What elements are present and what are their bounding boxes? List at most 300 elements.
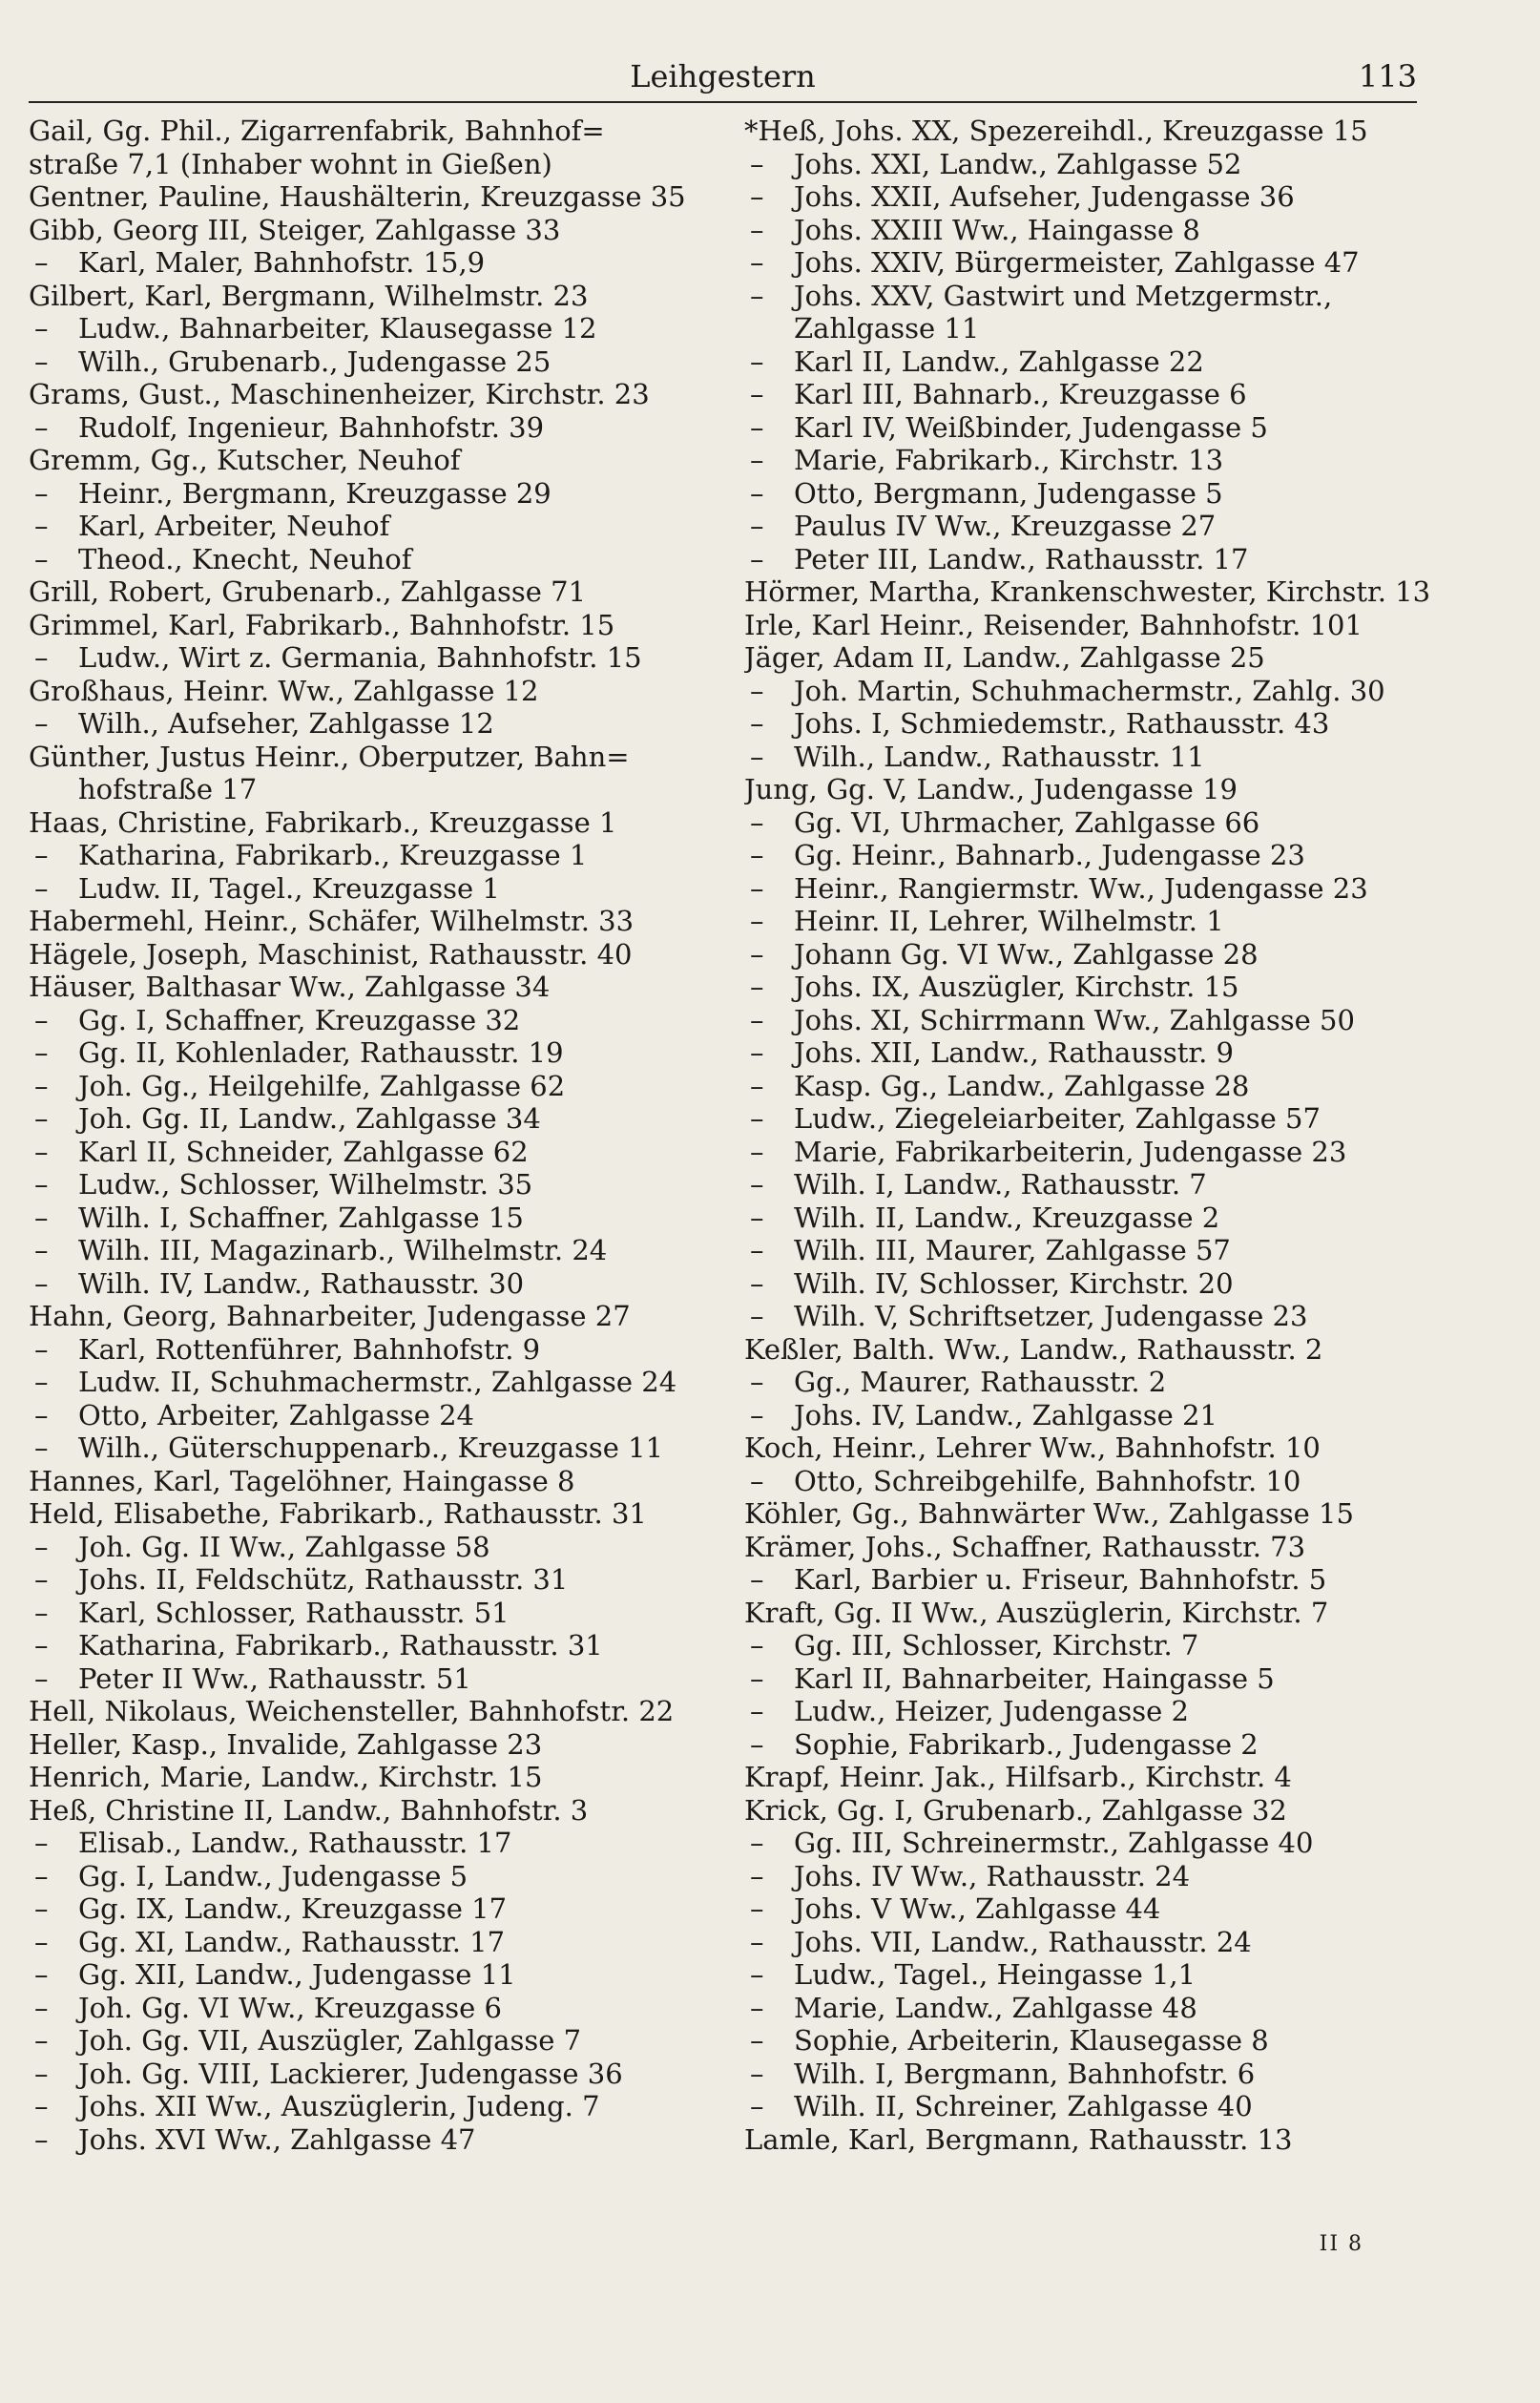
directory-subentry	[29, 1827, 754, 1860]
directory-subentry	[744, 1926, 1431, 1959]
ditto-dash	[29, 1827, 78, 1860]
directory-entry	[744, 575, 1431, 609]
directory-subentry	[744, 872, 1431, 906]
entry-text: Heller, Kasp., Invalide, Zahlgasse 23	[29, 1727, 543, 1761]
directory-subentry	[29, 1168, 754, 1202]
directory-entry	[744, 1531, 1431, 1564]
ditto-dash	[744, 1070, 794, 1103]
entry-text: Ludw., Wirt z. Germania, Bahnhofstr. 15	[78, 641, 642, 674]
ditto-dash	[29, 312, 78, 345]
entry-text: Joh. Gg. VII, Auszügler, Zahlgasse 7	[78, 2024, 582, 2057]
directory-entry	[29, 378, 754, 411]
entry-text: *Heß, Johs. XX, Spezereihdl., Kreuzgasse 15	[744, 115, 1368, 147]
ditto-dash	[744, 1827, 794, 1860]
entry-text: Gg. II, Kohlenlader, Rathausstr. 19	[78, 1036, 564, 1069]
directory-entry	[744, 1431, 1431, 1465]
directory-entry	[29, 609, 754, 642]
directory-subentry	[744, 246, 1431, 280]
ditto-dash	[744, 510, 794, 543]
directory-entry	[29, 214, 754, 247]
directory-entry	[29, 1465, 754, 1498]
entry-text: Zahlgasse 11	[794, 312, 980, 345]
directory-subentry	[744, 1070, 1431, 1103]
ditto-dash	[744, 1366, 794, 1399]
directory-subentry	[744, 905, 1431, 938]
ditto-dash	[29, 1102, 78, 1136]
entry-text: Joh. Gg. VI Ww., Kreuzgasse 6	[78, 1991, 502, 2024]
directory-entry	[29, 938, 754, 972]
entry-text: Gg. III, Schlosser, Kirchstr. 7	[794, 1629, 1199, 1661]
directory-subentry	[744, 214, 1431, 247]
signature-mark: II 8	[1319, 2232, 1363, 2256]
entry-text: Joh. Gg. II, Landw., Zahlgasse 34	[78, 1102, 541, 1135]
directory-entry	[29, 1728, 754, 1762]
entry-text: Peter III, Landw., Rathausstr. 17	[794, 542, 1249, 575]
header-rule	[29, 101, 1417, 103]
directory-subentry	[744, 806, 1431, 840]
directory-subentry	[744, 1366, 1431, 1399]
directory-subentry	[29, 1597, 754, 1630]
ditto-dash	[744, 1102, 794, 1136]
directory-entry	[29, 180, 754, 214]
directory-subentry	[744, 543, 1431, 576]
directory-subentry	[744, 1300, 1431, 1333]
directory-subentry	[744, 1827, 1431, 1860]
ditto-dash	[744, 280, 794, 313]
entry-text: Wilh. V, Schriftsetzer, Judengasse 23	[794, 1300, 1308, 1332]
directory-subentry	[744, 1465, 1431, 1498]
entry-text: Karl II, Bahnarbeiter, Haingasse 5	[794, 1661, 1275, 1695]
page-number: 113	[1358, 58, 1417, 94]
ditto-dash	[744, 938, 794, 972]
ditto-dash	[744, 2090, 794, 2123]
entry-text: Wilh. I, Bergmann, Bahnhofstr. 6	[794, 2057, 1256, 2090]
directory-entry	[29, 1300, 754, 1333]
ditto-dash	[29, 872, 78, 906]
entry-text: Heinr., Rangiermstr. Ww., Judengasse 23	[794, 871, 1368, 905]
directory-subentry	[29, 707, 754, 741]
ditto-dash	[744, 246, 794, 280]
entry-text: Johs. VII, Landw., Rathausstr. 24	[794, 1925, 1252, 1958]
page-title: Leihgestern	[630, 58, 816, 94]
ditto-dash	[29, 1597, 78, 1630]
ditto-dash	[744, 148, 794, 181]
directory-subentry	[29, 1234, 754, 1267]
entry-text: Gg. XII, Landw., Judengasse 11	[78, 1958, 516, 1991]
directory-subentry	[744, 411, 1431, 445]
directory-subentry	[29, 345, 754, 379]
directory-subentry	[744, 1234, 1431, 1267]
directory-subentry	[744, 378, 1431, 411]
entry-text: Hannes, Karl, Tagelöhner, Haingasse 8	[29, 1464, 575, 1497]
directory-subentry	[744, 1036, 1431, 1070]
ditto-dash	[29, 1860, 78, 1893]
ditto-dash	[29, 1399, 78, 1432]
directory-subentry	[744, 312, 1431, 345]
ditto-dash	[744, 1892, 794, 1926]
entry-text: Wilh. III, Maurer, Zahlgasse 57	[794, 1234, 1231, 1266]
directory-subentry	[744, 1004, 1431, 1037]
directory-subentry	[29, 872, 754, 906]
entry-text: Henrich, Marie, Landw., Kirchstr. 15	[29, 1761, 543, 1793]
directory-subentry	[744, 1958, 1431, 1992]
entry-text: Ludw. II, Schuhmachermstr., Zahlgasse 24	[78, 1366, 677, 1398]
directory-subentry	[744, 1892, 1431, 1926]
ditto-dash	[29, 1958, 78, 1992]
ditto-dash	[744, 839, 794, 872]
entry-text: Häuser, Balthasar Ww., Zahlgasse 34	[29, 971, 551, 1003]
entry-text: Jung, Gg. V, Landw., Judengasse 19	[744, 773, 1238, 805]
ditto-dash	[29, 1036, 78, 1070]
ditto-dash	[744, 543, 794, 576]
entry-text: Wilh. I, Schaffner, Zahlgasse 15	[78, 1201, 524, 1234]
ditto-dash	[29, 246, 78, 280]
directory-subentry	[29, 312, 754, 345]
entry-text: Sophie, Arbeiterin, Klausegasse 8	[794, 2024, 1269, 2057]
entry-text: Theod., Knecht, Neuhof	[78, 542, 412, 575]
directory-subentry	[744, 938, 1431, 972]
directory-entry	[744, 115, 1431, 148]
ditto-dash	[29, 641, 78, 675]
directory-entry	[29, 741, 754, 774]
directory-subentry	[29, 1992, 754, 2025]
entry-text: Johs. XXV, Gastwirt und Metzgermstr.,	[794, 279, 1333, 312]
directory-subentry	[744, 1202, 1431, 1235]
directory-subentry	[744, 675, 1431, 708]
ditto-dash	[744, 1992, 794, 2025]
ditto-dash	[744, 1300, 794, 1333]
ditto-dash	[744, 1728, 794, 1762]
entry-text: Karl, Rottenführer, Bahnhofstr. 9	[78, 1332, 541, 1366]
ditto-dash	[744, 180, 794, 214]
ditto-dash	[29, 1267, 78, 1301]
ditto-dash	[29, 1892, 78, 1926]
left-column	[29, 115, 754, 2156]
directory-subentry	[29, 543, 754, 576]
directory-subentry	[29, 1004, 754, 1037]
ditto-dash	[29, 543, 78, 576]
directory-subentry	[29, 1399, 754, 1432]
directory-entry	[29, 1695, 754, 1728]
ditto-dash	[744, 2058, 794, 2091]
entry-text: Elisab., Landw., Rathausstr. 17	[78, 1827, 512, 1859]
entry-text: Joh. Gg. VIII, Lackierer, Judengasse 36	[78, 2057, 623, 2090]
ditto-dash	[29, 477, 78, 511]
entry-text: Held, Elisabethe, Fabrikarb., Rathausstr. 31	[29, 1497, 647, 1530]
directory-entry	[29, 1794, 754, 1828]
entry-text: Johs. XXI, Landw., Zahlgasse 52	[794, 147, 1242, 180]
ditto-dash	[29, 1234, 78, 1267]
entry-text: Wilh., Güterschuppenarb., Kreuzgasse 11	[78, 1431, 664, 1464]
entry-text: Krämer, Johs., Schaffner, Rathausstr. 73	[744, 1530, 1306, 1563]
ditto-dash	[29, 411, 78, 445]
ditto-dash	[29, 1531, 78, 1564]
entry-text: Gibb, Georg III, Steiger, Zahlgasse 33	[29, 213, 561, 246]
entry-text: Gremm, Gg., Kutscher, Neuhof	[29, 444, 461, 476]
entry-text: Wilh. II, Landw., Kreuzgasse 2	[794, 1201, 1220, 1234]
ditto-dash	[744, 1926, 794, 1959]
directory-subentry	[29, 1136, 754, 1169]
directory-subentry	[744, 707, 1431, 741]
directory-entry	[29, 575, 754, 609]
entry-text: Haas, Christine, Fabrikarb., Kreuzgasse 1	[29, 805, 617, 839]
directory-subentry	[29, 477, 754, 511]
ditto-dash	[744, 1860, 794, 1893]
ditto-dash	[744, 1629, 794, 1662]
entry-text: Gilbert, Karl, Bergmann, Wilhelmstr. 23	[29, 279, 589, 312]
entry-text: Habermehl, Heinr., Schäfer, Wilhelmstr. 33	[29, 905, 635, 937]
entry-text: Hahn, Georg, Bahnarbeiter, Judengasse 27	[29, 1300, 631, 1332]
directory-subentry	[29, 1267, 754, 1301]
directory-subentry	[29, 1431, 754, 1465]
directory-subentry	[744, 280, 1431, 313]
directory-entry	[744, 609, 1431, 642]
entry-text: Gg. Heinr., Bahnarb., Judengasse 23	[794, 839, 1305, 871]
ditto-dash	[29, 345, 78, 379]
entry-text: Krapf, Heinr. Jak., Hilfsarb., Kirchstr. 4	[744, 1761, 1292, 1793]
ditto-dash	[29, 1662, 78, 1696]
ditto-dash	[29, 1168, 78, 1202]
ditto-dash	[29, 1136, 78, 1169]
entry-text: Grimmel, Karl, Fabrikarb., Bahnhofstr. 15	[29, 608, 615, 641]
entry-text: Joh. Gg., Heilgehilfe, Zahlgasse 62	[78, 1069, 566, 1102]
ditto-dash	[744, 707, 794, 741]
entry-text: Johann Gg. VI Ww., Zahlgasse 28	[794, 937, 1259, 971]
ditto-dash	[29, 707, 78, 741]
ditto-dash	[744, 1563, 794, 1597]
entry-text: Jäger, Adam II, Landw., Zahlgasse 25	[744, 641, 1265, 674]
entry-text: Johs. IV, Landw., Zahlgasse 21	[794, 1398, 1217, 1431]
entry-text: Grams, Gust., Maschinenheizer, Kirchstr. 23	[29, 378, 650, 410]
directory-subentry	[29, 2024, 754, 2058]
directory-entry	[744, 641, 1431, 675]
directory-entry	[29, 971, 754, 1004]
directory-entry	[744, 2123, 1431, 2157]
entry-text: Joh. Martin, Schuhmachermstr., Zahlg. 30	[794, 674, 1385, 707]
entry-text: Johs. XII, Landw., Rathausstr. 9	[794, 1036, 1234, 1069]
ditto-dash	[744, 1465, 794, 1498]
directory-subentry	[744, 2058, 1431, 2091]
entry-text: Karl, Maler, Bahnhofstr. 15,9	[78, 246, 486, 279]
ditto-dash	[29, 1992, 78, 2025]
entry-text: Johs. IX, Auszügler, Kirchstr. 15	[794, 971, 1239, 1003]
directory-subentry	[744, 1102, 1431, 1136]
ditto-dash	[744, 1399, 794, 1432]
entry-text: Johs. XXII, Aufseher, Judengasse 36	[794, 180, 1295, 213]
ditto-dash	[744, 675, 794, 708]
ditto-dash	[29, 1070, 78, 1103]
directory-subentry	[744, 1563, 1431, 1597]
entry-text: Katharina, Fabrikarb., Kreuzgasse 1	[78, 839, 588, 871]
directory-entry	[744, 1794, 1431, 1828]
directory-subentry	[29, 1036, 754, 1070]
directory-entry	[29, 444, 754, 477]
entry-text: Gail, Gg. Phil., Zigarrenfabrik, Bahnhof=	[29, 115, 605, 147]
directory-subentry	[29, 2123, 754, 2157]
entry-text: Karl, Barbier u. Friseur, Bahnhofstr. 5	[794, 1563, 1327, 1596]
entry-text: Marie, Fabrikarb., Kirchstr. 13	[794, 444, 1224, 476]
ditto-dash	[744, 905, 794, 938]
ditto-dash	[744, 806, 794, 840]
entry-text: Ludw., Tagel., Heingasse 1,1	[794, 1958, 1197, 1991]
directory-subentry	[29, 1629, 754, 1662]
entry-text: Wilh. II, Schreiner, Zahlgasse 40	[794, 2090, 1253, 2122]
directory-subentry	[744, 1860, 1431, 1893]
entry-text: Johs. XVI Ww., Zahlgasse 47	[78, 2122, 476, 2156]
entry-text: Karl, Schlosser, Rathausstr. 51	[78, 1596, 510, 1629]
directory-subentry	[744, 2024, 1431, 2058]
ditto-dash	[744, 1662, 794, 1696]
directory-subentry	[744, 1629, 1431, 1662]
directory-subentry	[744, 971, 1431, 1004]
directory-subentry	[744, 1136, 1431, 1169]
entry-text: Ludw. II, Tagel., Kreuzgasse 1	[78, 871, 500, 905]
entry-text: Karl III, Bahnarb., Kreuzgasse 6	[794, 378, 1247, 410]
ditto-dash	[744, 1695, 794, 1728]
entry-text: Gg. IX, Landw., Kreuzgasse 17	[78, 1892, 508, 1925]
entry-text: Keßler, Balth. Ww., Landw., Rathausstr. 2	[744, 1332, 1323, 1366]
entry-text: Joh. Gg. II Ww., Zahlgasse 58	[78, 1530, 490, 1563]
directory-entry	[29, 1497, 754, 1531]
directory-subentry	[744, 741, 1431, 774]
directory-entry	[29, 148, 754, 181]
directory-subentry	[744, 477, 1431, 511]
entry-text: Irle, Karl Heinr., Reisender, Bahnhofstr. 101	[744, 608, 1363, 641]
directory-subentry	[29, 839, 754, 872]
ditto-dash	[744, 971, 794, 1004]
entry-text: Johs. II, Feldschütz, Rathausstr. 31	[78, 1563, 569, 1596]
entry-text: Gg. VI, Uhrmacher, Zahlgasse 66	[794, 805, 1260, 839]
entry-text: Johs. IV Ww., Rathausstr. 24	[794, 1859, 1191, 1892]
entry-text: Wilh., Aufseher, Zahlgasse 12	[78, 707, 494, 740]
ditto-dash	[744, 1202, 794, 1235]
ditto-dash	[29, 2024, 78, 2058]
entry-text: Sophie, Fabrikarb., Judengasse 2	[794, 1727, 1259, 1761]
entry-text: Ludw., Bahnarbeiter, Klausegasse 12	[78, 312, 597, 345]
directory-entry	[29, 1761, 754, 1794]
ditto-dash	[29, 1629, 78, 1662]
ditto-dash	[744, 345, 794, 379]
ditto-dash	[29, 1431, 78, 1465]
entry-text: Hell, Nikolaus, Weichensteller, Bahnhofstr. 22	[29, 1695, 675, 1727]
entry-text: Kasp. Gg., Landw., Zahlgasse 28	[794, 1069, 1250, 1102]
entry-text: Marie, Landw., Zahlgasse 48	[794, 1991, 1197, 2024]
directory-entry	[744, 773, 1431, 806]
ditto-dash	[744, 1958, 794, 1992]
directory-subentry	[29, 2058, 754, 2091]
entry-text: Heinr. II, Lehrer, Wilhelmstr. 1	[794, 905, 1224, 937]
directory-subentry	[29, 1926, 754, 1959]
entry-text: Gg. XI, Landw., Rathausstr. 17	[78, 1925, 506, 1958]
entry-text: Großhaus, Heinr. Ww., Zahlgasse 12	[29, 674, 539, 707]
entry-text: Wilh. I, Landw., Rathausstr. 7	[794, 1168, 1207, 1201]
directory-subentry	[744, 1662, 1431, 1696]
directory-subentry	[744, 1267, 1431, 1301]
ditto-dash	[29, 1563, 78, 1597]
entry-text: Ludw., Ziegeleiarbeiter, Zahlgasse 57	[794, 1102, 1321, 1135]
directory-subentry	[744, 1992, 1431, 2025]
entry-text: Paulus IV Ww., Kreuzgasse 27	[794, 510, 1217, 542]
directory-subentry	[744, 510, 1431, 543]
directory-entry	[29, 280, 754, 313]
ditto-dash	[744, 444, 794, 477]
directory-subentry	[744, 148, 1431, 181]
ditto-dash	[744, 2024, 794, 2058]
ditto-dash	[29, 2090, 78, 2123]
entry-text: Katharina, Fabrikarb., Rathausstr. 31	[78, 1629, 603, 1661]
ditto-dash	[744, 1004, 794, 1037]
ditto-dash	[744, 214, 794, 247]
entry-text: Gg., Maurer, Rathausstr. 2	[794, 1366, 1167, 1398]
ditto-dash	[29, 1366, 78, 1399]
entry-text: Gg. I, Landw., Judengasse 5	[78, 1859, 468, 1892]
directory-subentry	[29, 773, 754, 806]
ditto-dash	[29, 2123, 78, 2157]
ditto-dash	[744, 1136, 794, 1169]
directory-subentry	[29, 1366, 754, 1399]
ditto-dash	[744, 378, 794, 411]
ditto-dash	[744, 411, 794, 445]
entry-text: Karl II, Landw., Zahlgasse 22	[794, 345, 1204, 378]
entry-text: Grill, Robert, Grubenarb., Zahlgasse 71	[29, 575, 587, 608]
entry-text: Ludw., Heizer, Judengasse 2	[794, 1695, 1189, 1727]
entry-text: Johs. XXIV, Bürgermeister, Zahlgasse 47	[794, 246, 1360, 279]
directory-subentry	[29, 1860, 754, 1893]
entry-text: Otto, Bergmann, Judengasse 5	[794, 476, 1223, 510]
ditto-dash	[744, 1168, 794, 1202]
directory-subentry	[744, 345, 1431, 379]
entry-text: Johs. V Ww., Zahlgasse 44	[794, 1892, 1161, 1925]
entry-text: Hägele, Joseph, Maschinist, Rathausstr. 40	[29, 937, 633, 971]
directory-subentry	[29, 1531, 754, 1564]
directory-entry	[744, 1333, 1431, 1367]
entry-text: Johs. I, Schmiedemstr., Rathausstr. 43	[794, 707, 1330, 740]
directory-subentry	[29, 246, 754, 280]
directory-subentry	[29, 1563, 754, 1597]
entry-text: Marie, Fabrikarbeiterin, Judengasse 23	[794, 1135, 1347, 1168]
entry-text: Hörmer, Martha, Krankenschwester, Kirchstr. 13	[744, 575, 1431, 608]
directory-subentry	[29, 510, 754, 543]
ditto-dash	[744, 1036, 794, 1070]
ditto-dash	[744, 741, 794, 774]
directory-subentry	[744, 839, 1431, 872]
ditto-dash	[744, 872, 794, 906]
directory-subentry	[744, 1399, 1431, 1432]
ditto-dash	[29, 1004, 78, 1037]
entry-text: Ludw., Schlosser, Wilhelmstr. 35	[78, 1168, 533, 1201]
ditto-dash	[744, 1267, 794, 1301]
directory-subentry	[29, 1958, 754, 1992]
directory-entry	[744, 1761, 1431, 1794]
entry-text: Koch, Heinr., Lehrer Ww., Bahnhofstr. 10	[744, 1431, 1321, 1464]
page-header	[29, 57, 1417, 105]
entry-text: straße 7,1 (Inhaber wohnt in Gießen)	[29, 147, 552, 180]
entry-text: Peter II Ww., Rathausstr. 51	[78, 1661, 471, 1695]
entry-text: Karl IV, Weißbinder, Judengasse 5	[794, 410, 1268, 444]
entry-text: Karl, Arbeiter, Neuhof	[78, 510, 390, 542]
entry-text: Johs. XII Ww., Auszüglerin, Judeng. 7	[78, 2090, 600, 2122]
directory-subentry	[744, 1728, 1431, 1762]
ditto-dash	[29, 839, 78, 872]
directory-subentry	[29, 1102, 754, 1136]
entry-text: hofstraße 17	[78, 773, 258, 805]
directory-entry	[29, 675, 754, 708]
directory-subentry	[29, 2090, 754, 2123]
directory-subentry	[744, 444, 1431, 477]
entry-text: Wilh. IV, Landw., Rathausstr. 30	[78, 1266, 525, 1300]
entry-text: Heß, Christine II, Landw., Bahnhofstr. 3	[29, 1793, 589, 1827]
directory-subentry	[29, 1662, 754, 1696]
